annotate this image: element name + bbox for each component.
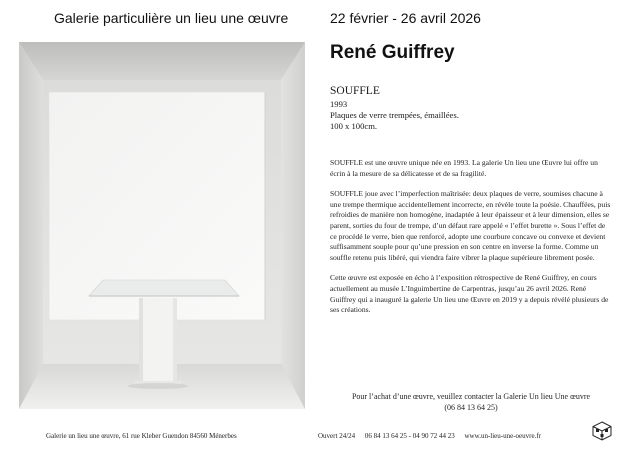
phone-numbers: 06 84 13 64 25 - 04 90 72 44 23	[364, 432, 455, 440]
gallery-address: Galerie un lieu une œuvre, 61 rue Kleber Guendon 84560 Ménerbes	[46, 432, 237, 440]
exhibition-dates: 22 février - 26 avril 2026	[330, 10, 481, 26]
description-paragraph-3: Cette œuvre est exposée en écho à l’exposition rétrospective de René Guiffrey, en cours actuellement au musée L’Inguimbertine de Carpentras, jusqu’au 26 avril 2026. René Guiffrey qui a inauguré la galerie Un lieu une Œuvre en 2019 y a depuis révélé plusieurs de ses créations.	[330, 273, 609, 315]
purchase-contact	[330, 391, 612, 413]
artwork-dimensions: 100 x 100cm.	[330, 121, 378, 131]
gallery-title: Galerie particulière un lieu une œuvre	[54, 10, 289, 26]
opening-hours: Ouvert 24/24	[318, 432, 356, 440]
footer-info	[318, 432, 541, 440]
website-link[interactable]: www.un-lieu-une-oeuvre.fr	[464, 432, 541, 440]
contact-line: Pour l’achat d’une œuvre, veuillez contacter la Galerie Un lieu Une œuvre	[351, 392, 591, 401]
description-paragraph-1: SOUFFLE est une œuvre unique née en 1993. La galerie Un lieu une Œuvre lui offre un écrin à la mesure de sa délicatesse et de sa fragilité.	[330, 158, 598, 178]
artwork-details	[330, 84, 620, 132]
gallery-logo-icon	[591, 420, 613, 442]
artwork-title: SOUFFLE	[330, 85, 380, 97]
artwork-description	[330, 158, 612, 326]
artwork-photo	[19, 42, 305, 409]
description-paragraph-2: SOUFFLE joue avec l’imperfection maîtrisée: deux plaques de verre, soumises chacune à une trempe thermique accidentellement incorrecte, en révèle toute la poésie. Chauffées, puis refroidies de manière non homogène, inadaptée à leur épaisseur et à leur dimension, elles se parent, sorties du four de trempe, d’un défaut rare appelé « l’effet burette ». Sous l’effet de ce procédé le verre, bien que renforcé, adopte une courbure concave ou convexe et devient suffisamment souple pour qu’une pression en son centre en inverse la forme. Comme un souffle retenu puis libéré, qui viendra faire vibrer la plaque supérieure librement posée.	[330, 189, 611, 262]
artwork-medium: Plaques de verre trempées, émaillées.	[330, 110, 459, 120]
artist-name: René Guiffrey	[330, 42, 455, 63]
contact-phone: (06 84 13 64 25)	[444, 403, 498, 412]
artwork-year: 1993	[330, 99, 348, 109]
